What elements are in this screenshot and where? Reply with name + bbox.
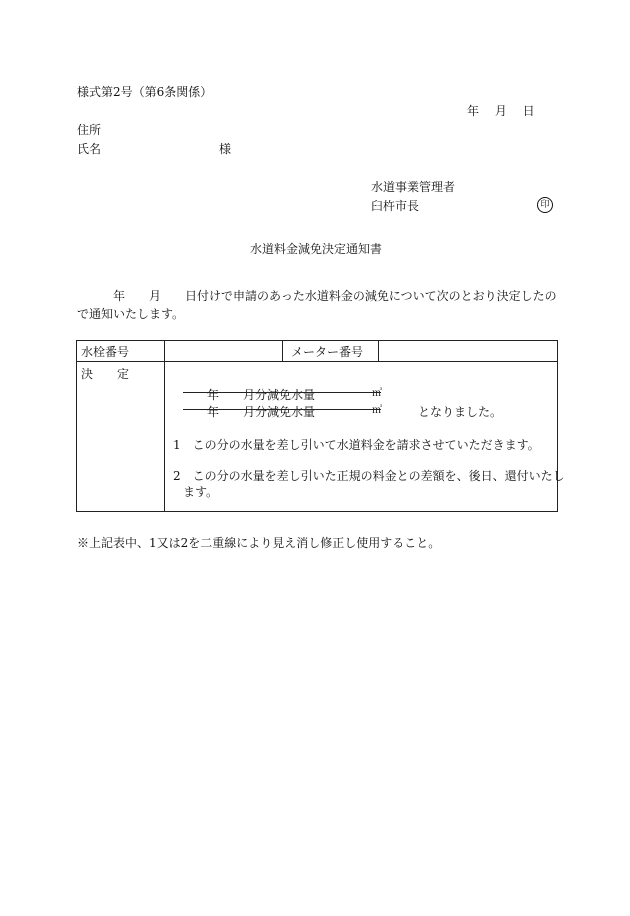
hydrant-number-value[interactable] [165,341,283,362]
option-2-line-1: 2 この分の水量を差し引いた正規の料金との差額を、後日、還付いたし [173,469,565,483]
decision-cell [165,362,565,512]
decision-label: 決 定 [77,362,165,512]
reduction-line-1: 年 月分減免水量 [207,388,316,402]
underline-2 [183,409,381,410]
hydrant-number-label: 水栓番号 [77,341,165,362]
unit-label-2: ㎥ [372,405,382,416]
sender-title: 水道事業管理者 [371,180,456,194]
form-number: 様式第2号（第6条関係） [77,85,213,99]
meter-number-value[interactable] [379,341,558,362]
body-line-1: 年 月 日付けで申請のあった水道料金の減免について次のとおり決定したの [113,289,557,303]
underline-1 [183,392,381,393]
result-text: となりました。 [418,405,503,419]
unit-label-1: ㎥ [372,388,382,399]
body-line-2: で通知いたします。 [77,307,185,321]
meter-number-label: メーター番号 [283,341,379,362]
sender-name: 臼杵市長 [371,199,420,213]
table-row [77,341,558,362]
reduction-line-2: 年 月分減免水量 [207,405,316,419]
footnote: ※上記表中、1又は2を二重線により見え消し修正し使用すること。 [77,536,441,550]
option-1: 1 この分の水量を差し引いて水道料金を請求させていただきます。 [173,438,540,452]
sama-label: 様 [219,142,232,156]
date-line: 年 月 日 [467,104,535,118]
seal-mark: 印 [537,197,553,213]
name-label: 氏名 [77,142,102,156]
document-title: 水道料金減免決定通知書 [250,242,383,256]
table-row [77,362,558,512]
option-2-line-2: ます。 [183,485,219,499]
decision-table [76,340,565,512]
address-label: 住所 [77,123,102,137]
